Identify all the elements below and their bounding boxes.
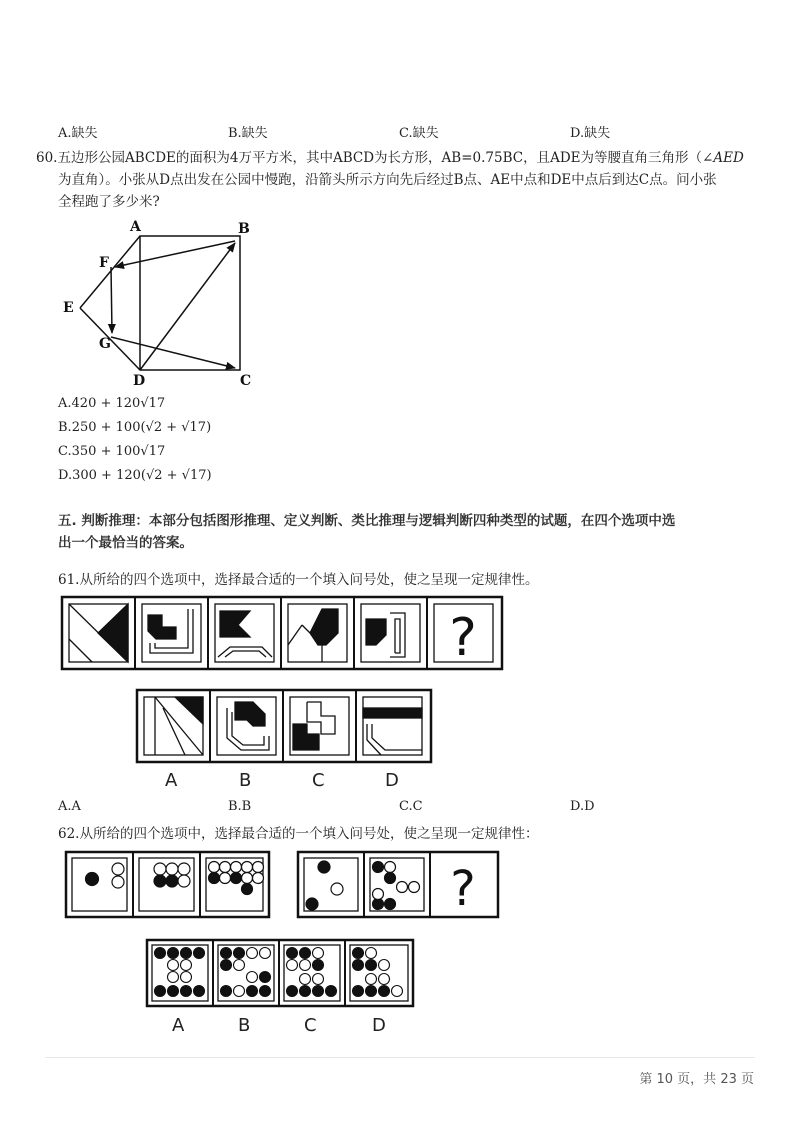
q61-panel-1 bbox=[69, 604, 128, 662]
q61-option-a: A.A bbox=[58, 799, 81, 814]
q59-option-b: B.缺失 bbox=[228, 126, 268, 141]
q61-panel-2 bbox=[148, 609, 193, 653]
q59-option-c: C.缺失 bbox=[399, 126, 439, 141]
q60-stem bbox=[36, 147, 756, 213]
q62-choice-label-a: A bbox=[172, 1015, 185, 1036]
q60-line2: 为直角）。小张从D点出发在公园中慢跑，沿箭头所示方向先后经过B点、AE中点和DE中点后到达C点。问小张 bbox=[58, 172, 717, 188]
label-e: E bbox=[63, 300, 74, 316]
q59-option-a: A.缺失 bbox=[58, 126, 98, 141]
q61-choice-label-a: A bbox=[165, 770, 178, 791]
q61-option-b: B.B bbox=[228, 799, 252, 814]
label-a: A bbox=[130, 219, 141, 235]
q62-choices-figure bbox=[145, 938, 415, 1010]
q61-option-d: D.D bbox=[570, 799, 595, 814]
q60-option-a: A.420 + 120√17 bbox=[58, 396, 166, 411]
q61-panel-3 bbox=[218, 611, 272, 657]
q61-choice-label-d: D bbox=[385, 770, 399, 791]
label-d: D bbox=[133, 373, 146, 389]
q61-choice-b bbox=[227, 702, 269, 750]
q62-choice-label-c: C bbox=[304, 1015, 317, 1036]
q60-option-d: D.300 + 120(√2 + √17) bbox=[58, 468, 212, 483]
q62-question-mark: ? bbox=[450, 861, 476, 917]
q59-option-d: D.缺失 bbox=[570, 126, 611, 141]
footer-divider bbox=[45, 1057, 755, 1058]
path-f-to-g bbox=[111, 267, 112, 333]
q60-pentagon-figure bbox=[55, 215, 265, 390]
q61-choice-label-c: C bbox=[312, 770, 325, 791]
q60-line1: 60.五边形公园ABCDE的面积为4万平方米，其中ABCD为长方形，AB=0.75BC，且ADE为等腰直角三角形（ bbox=[36, 150, 703, 166]
q61-question-mark: ? bbox=[449, 608, 477, 668]
section-5-line1: 五. 判断推理：本部分包括图形推理、定义判断、类比推理与逻辑判断四种类型的试题，在四个选项中选 bbox=[58, 513, 676, 529]
label-g: G bbox=[99, 336, 111, 352]
q62-stem: 62.从所给的四个选项中，选择最合适的一个填入问号处，使之呈现一定规律性： bbox=[58, 826, 539, 842]
q61-stem: 61.从所给的四个选项中，选择最合适的一个填入问号处，使之呈现一定规律性。 bbox=[58, 572, 539, 588]
section-5-heading bbox=[58, 510, 758, 554]
q60-angle: ∠AED bbox=[702, 150, 744, 166]
q62-choice-label-d: D bbox=[372, 1015, 386, 1036]
label-f: F bbox=[99, 255, 109, 271]
q61-choice-label-b: B bbox=[239, 770, 252, 791]
q61-option-c: C.C bbox=[399, 799, 423, 814]
q61-choice-c bbox=[293, 702, 335, 750]
q61-choices-figure bbox=[135, 688, 435, 766]
path-d-to-b bbox=[140, 243, 235, 370]
q61-panel-5 bbox=[366, 613, 405, 657]
page-number: 第 10 页，共 23 页 bbox=[639, 1072, 754, 1087]
path-g-to-c bbox=[111, 337, 235, 368]
q61-panel-4 bbox=[288, 609, 338, 662]
section-5-line2: 出一个最恰当的答案。 bbox=[58, 535, 193, 551]
q61-choice-a bbox=[155, 697, 203, 755]
q60-option-b: B.250 + 100(√2 + √17) bbox=[58, 420, 212, 435]
q60-line3: 全程跑了多少米? bbox=[58, 194, 160, 210]
q62-choice-label-b: B bbox=[238, 1015, 251, 1036]
label-c: C bbox=[240, 373, 252, 389]
q62-group-2-figure bbox=[296, 850, 501, 920]
q61-choice-d bbox=[363, 708, 422, 755]
label-b: B bbox=[238, 221, 250, 237]
q60-option-c: C.350 + 100√17 bbox=[58, 444, 166, 459]
q61-sequence-figure bbox=[60, 595, 505, 673]
q62-group-1-figure bbox=[64, 850, 274, 920]
